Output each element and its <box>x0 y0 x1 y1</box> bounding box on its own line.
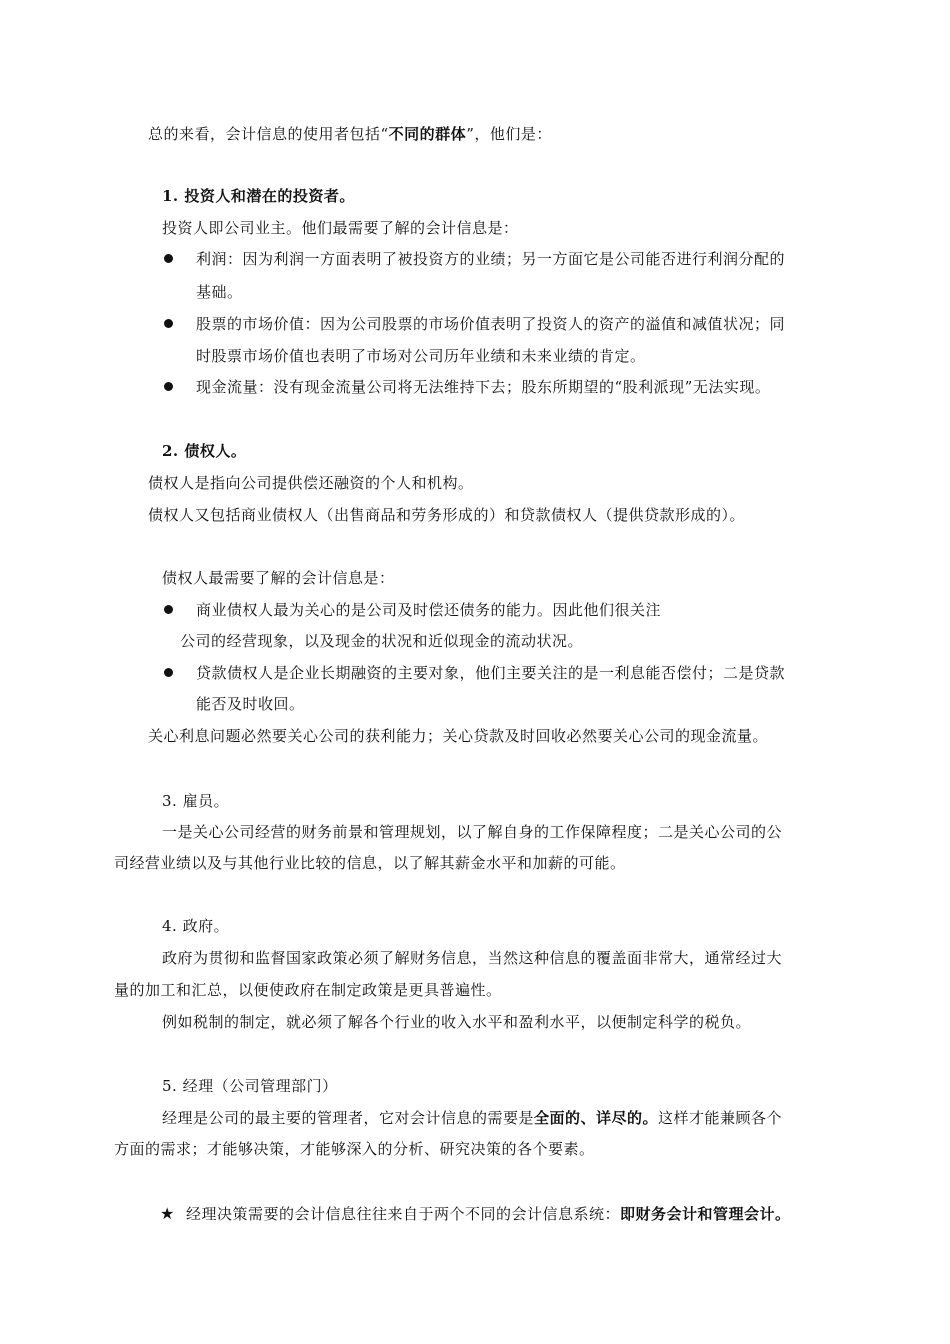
section-5-heading: 5. 经理（公司管理部门） <box>162 1077 338 1095</box>
bullet-icon <box>164 254 173 263</box>
intro-emphasis: 不同的群体 <box>388 125 467 143</box>
section-4-line-3: 例如税制的制定，就必须了解各个行业的收入水平和盈利水平，以便制定科学的税负。 <box>162 1013 752 1031</box>
s1-bullet-2-line-1: 股票的市场价值：因为公司股票的市场价值表明了投资人的资产的溢值和减值状况；同 <box>196 315 786 333</box>
note-line <box>186 1204 791 1224</box>
section-5-text-end: 这样才能兼顾各个 <box>658 1109 783 1127</box>
section-4-line-2: 量的加工和汇总，以便使政府在制定政策是更具普遍性。 <box>114 981 502 999</box>
section-3-line-2: 司经营业绩以及与其他行业比较的信息，以了解其薪金水平和加薪的可能。 <box>114 854 626 872</box>
section-5-line-2: 方面的需求；才能够决策，才能够深入的分析、研究决策的各个要素。 <box>114 1140 595 1158</box>
section-1-heading: 1. 投资人和潜在的投资者。 <box>162 187 355 205</box>
section-2-summary: 关心利息问题必然要关心公司的获利能力；关心贷款及时回收必然要关心公司的现金流量。 <box>148 727 769 745</box>
section-2-heading: 2. 债权人。 <box>162 442 247 460</box>
section-5-text: 经理是公司的最主要的管理者，它对会计信息的需要是 <box>162 1109 535 1127</box>
intro-text-end: ”，他们是： <box>466 125 552 143</box>
section-3-line-1: 一是关心公司经营的财务前景和管理规划，以了解自身的工作保障程度；二是关心公司的公 <box>162 823 783 841</box>
note-text: 经理决策需要的会计信息往往来自于两个不同的会计信息系统： <box>186 1205 621 1223</box>
section-1-lead: 投资人即公司业主。他们最需要了解的会计信息是： <box>162 219 519 237</box>
s1-bullet-2-line-2: 时股票市场价值也表明了市场对公司历年业绩和未来业绩的肯定。 <box>196 347 646 365</box>
bullet-icon <box>164 668 173 677</box>
section-2-para-1: 债权人是指向公司提供偿还融资的个人和机构。 <box>148 474 474 492</box>
section-5-emphasis: 全面的、详尽的。 <box>534 1109 659 1127</box>
intro-line <box>148 124 552 144</box>
section-2-lead: 债权人最需要了解的会计信息是： <box>162 569 395 587</box>
s1-bullet-1-line-1: 利润：因为利润一方面表明了被投资方的业绩；另一方面它是公司能否进行利润分配的 <box>196 250 786 268</box>
s1-bullet-3-line-1: 现金流量：没有现金流量公司将无法维持下去；股东所期望的“股利派现”无法实现。 <box>196 378 771 396</box>
section-2-para-2: 债权人又包括商业债权人（出售商品和劳务形成的）和贷款债权人（提供贷款形成的）。 <box>148 506 746 524</box>
s2-bullet-1-line-2: 公司的经营现象，以及现金的状况和近似现金的流动状况。 <box>180 632 584 650</box>
s2-bullet-2-line-2: 能否及时收回。 <box>196 695 305 713</box>
bullet-icon <box>164 319 173 328</box>
section-3-heading: 3. 雇员。 <box>162 792 230 810</box>
section-4-heading: 4. 政府。 <box>162 917 230 935</box>
star-icon: ★ <box>160 1204 175 1223</box>
intro-text: 总的来看，会计信息的使用者包括“ <box>148 125 389 143</box>
note-emphasis: 即财务会计和管理会计。 <box>620 1205 791 1223</box>
section-5-line-1 <box>162 1108 782 1128</box>
bullet-icon <box>164 382 173 391</box>
s2-bullet-1-line-1: 商业债权人最为关心的是公司及时偿还债务的能力。因此他们很关注 <box>196 601 662 619</box>
s1-bullet-1-line-2: 基础。 <box>196 283 243 301</box>
bullet-icon <box>164 605 173 614</box>
s2-bullet-2-line-1: 贷款债权人是企业长期融资的主要对象，他们主要关注的是一利息能否偿付；二是贷款 <box>196 664 786 682</box>
section-4-line-1: 政府为贯彻和监督国家政策必须了解财务信息，当然这种信息的覆盖面非常大，通常经过大 <box>162 949 783 967</box>
